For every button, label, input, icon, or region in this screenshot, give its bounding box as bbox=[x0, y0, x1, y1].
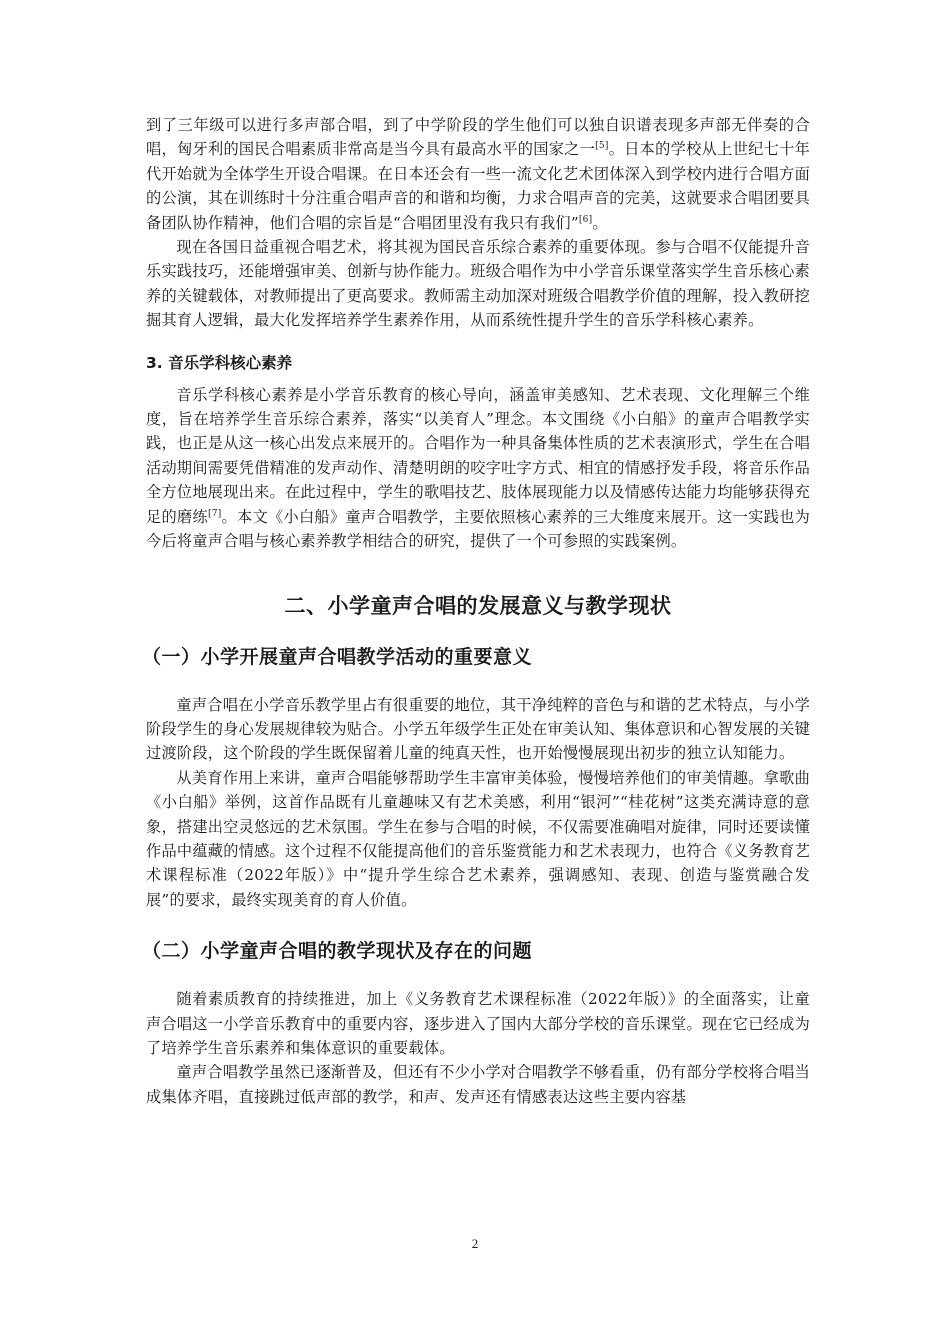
paragraph-significance-2: 从美育作用上来讲，童声合唱能够帮助学生丰富审美体验，慢慢培养他们的审美情趣。拿歌曲《小白船》举例，这首作品既有儿童趣味又有艺术美感，利用“银河”“桂花树”这类充满诗意的意象，搭建出空灵悠远的艺术氛围。学生在参与合唱的时候，不仅需要准确唱对旋律，同时还要读懂作品中蕴藏的情感。这个过程不仅能提高他们的音乐鉴赏能力和艺术表现力，也符合《义务教育艺术课程标准（2022年版）》中“提升学生综合艺术素养，强调感知、表现、创造与鉴赏融合发展”的要求，最终实现美育的育人价值。 bbox=[146, 768, 810, 909]
paragraph-status-1: 随着素质教育的持续推进，加上《义务教育艺术课程标准（2022年版）》的全面落实，让童声合唱这一小学音乐教育中的重要内容，逐步进入了国内大部分学校的音乐课堂。现在它已经成为了培养学生音乐素养和集体意识的重要载体。 bbox=[146, 990, 810, 1057]
chapter-heading: 二、小学童声合唱的发展意义与教学现状 bbox=[284, 593, 672, 618]
paragraph-core-literacy: 音乐学科核心素养是小学音乐教育的核心导向，涵盖审美感知、艺术表现、文化理解三个维度，旨在培养学生音乐综合素养，落实“以美育人”理念。本文围绕《小白船》的童声合唱教学实践，也正是从这一核心出发点来展开的。合唱作为一种具备集体性质的艺术表演形式，学生在合唱活动期间需要凭借精准的发声动作、清楚明朗的咬字吐字方式、相宜的情感抒发手段，将音乐作品全方位地展现出来。在此过程中，学生的歌唱技艺、肢体展现能力以及情感传达能力均能够获得充足的磨练[7]。本文《小白船》童声合唱教学，主要依照核心素养的三大维度来展开。这一实践也为今后将童声合唱与核心素养教学相结合的研究，提供了一个可参照的实践案例。 bbox=[146, 385, 811, 551]
subsection-heading-status: （二）小学童声合唱的教学现状及存在的问题 bbox=[142, 940, 533, 963]
page-body bbox=[142, 113, 811, 1109]
page-number: 2 bbox=[471, 1236, 479, 1251]
citation-5[interactable]: [5] bbox=[595, 141, 609, 152]
paragraph-significance-1: 童声合唱在小学音乐教学里占有很重要的地位，其干净纯粹的音色与和谐的艺术特点，与小学阶段学生的身心发展规律较为贴合。小学五年级学生正处在审美认知、集体意识和心智发展的关键过渡阶段，这个阶段的学生既保留着儿童的纯真天性，也开始慢慢展现出初步的独立认知能力。 bbox=[146, 695, 810, 763]
citation-7[interactable]: [7] bbox=[207, 508, 222, 519]
subsection-heading-significance: （一）小学开展童声合唱教学活动的重要意义 bbox=[142, 645, 533, 668]
section-heading-core-literacy: 3. 音乐学科核心素养 bbox=[146, 353, 293, 372]
paragraph-hungary-japan: 到了三年级可以进行多声部合唱，到了中学阶段的学生他们可以独自识谱表现多声部无伴奏的合唱，匈牙利的国民合唱素质非常高是当今具有最高水平的国家之一[5]。日本的学校从上世纪七十年代开始就为全体学生开设合唱课。在日本还会有一些一流文化艺术团体深入到学校内进行合唱方面的公演，其在训练时十分注重合唱声音的和谐和均衡，力求合唱声音的完美，这就要求合唱团要具备团队协作精神，他们合唱的宗旨是“合唱团里没有我只有我们”[6]。 bbox=[146, 116, 811, 232]
citation-6[interactable]: [6] bbox=[578, 214, 593, 225]
paragraph-choir-importance: 现在各国日益重视合唱艺术，将其视为国民音乐综合素养的重要体现。参与合唱不仅能提升音乐实践技巧，还能增强审美、创新与协作能力。班级合唱作为中小学音乐课堂落实学生音乐核心素养的关键载体，对教师提出了更高要求。教师需主动加深对班级合唱教学价值的理解，投入教研挖掘其育人逻辑，最大化发挥培养学生素养作用，从而系统性提升学生的音乐学科核心素养。 bbox=[146, 238, 810, 330]
paragraph-status-2: 童声合唱教学虽然已逐渐普及，但还有不少小学对合唱教学不够看重，仍有部分学校将合唱当成集体齐唱，直接跳过低声部的教学，和声、发声还有情感表达这些主要内容基 bbox=[146, 1063, 810, 1106]
